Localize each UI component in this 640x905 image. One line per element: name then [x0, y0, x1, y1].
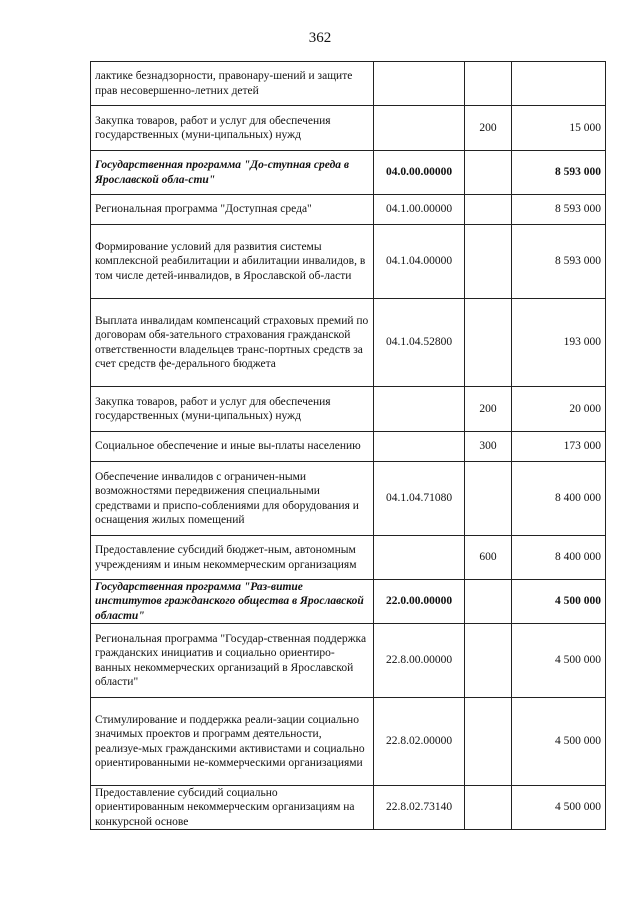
budget-table	[90, 61, 606, 830]
row-amount-cell: 4 500 000	[512, 786, 606, 830]
table-row	[91, 225, 606, 299]
row-name-cell: Государственная программа "До-ступная среда в Ярославской обла-сти"	[91, 151, 374, 195]
table-row	[91, 580, 606, 624]
table-row	[91, 106, 606, 151]
row-code-cell: 04.1.00.00000	[374, 195, 465, 225]
row-expense-type-cell	[465, 151, 512, 195]
row-expense-type-cell: 600	[465, 536, 512, 580]
row-code-cell: 22.0.00.00000	[374, 580, 465, 624]
row-name-cell: Обеспечение инвалидов с ограничен-ными возможностями передвижения специальными средствами и приспо-соблениями для оборудования и оснащения жилых помещений	[91, 462, 374, 536]
row-code-cell: 04.1.04.71080	[374, 462, 465, 536]
row-code-cell: 22.8.00.00000	[374, 624, 465, 698]
row-expense-type-cell	[465, 62, 512, 106]
row-amount-cell: 8 593 000	[512, 195, 606, 225]
row-code-cell: 04.1.04.00000	[374, 225, 465, 299]
row-name-cell: Закупка товаров, работ и услуг для обеспечения государственных (муни-ципальных) нужд	[91, 387, 374, 432]
row-code-cell: 04.1.04.52800	[374, 299, 465, 387]
budget-table-body	[91, 62, 606, 830]
row-amount-cell: 8 400 000	[512, 462, 606, 536]
row-code-cell	[374, 536, 465, 580]
row-amount-cell: 8 593 000	[512, 225, 606, 299]
row-code-cell: 04.0.00.00000	[374, 151, 465, 195]
table-row	[91, 151, 606, 195]
row-expense-type-cell	[465, 624, 512, 698]
row-code-cell	[374, 106, 465, 151]
row-amount-cell: 4 500 000	[512, 698, 606, 786]
row-expense-type-cell	[465, 698, 512, 786]
row-name-cell: Региональная программа "Государ-ственная поддержка гражданских инициатив и социально ориентиро-ванных некоммерческих организаций в Ярославской области"	[91, 624, 374, 698]
row-name-cell: лактике безнадзорности, правонару-шений и защите прав несовершенно-летних детей	[91, 62, 374, 106]
row-name-cell: Предоставление субсидий бюджет-ным, автономным учреждениям и иным некоммерческим организациям	[91, 536, 374, 580]
table-row	[91, 62, 606, 106]
row-amount-cell: 4 500 000	[512, 624, 606, 698]
row-expense-type-cell	[465, 786, 512, 830]
table-row	[91, 387, 606, 432]
table-row	[91, 299, 606, 387]
table-row	[91, 432, 606, 462]
row-expense-type-cell: 200	[465, 387, 512, 432]
row-code-cell	[374, 62, 465, 106]
row-name-cell: Стимулирование и поддержка реали-зации социально значимых проектов и программ деятельности, реализуе-мых гражданскими активистами и социально ориентированными не-коммерческими организациями	[91, 698, 374, 786]
row-name-cell: Выплата инвалидам компенсаций страховых премий по договорам обя-зательного страхования гражданской ответственности владельцев транс-портных средств за счет средств фе-дерального бюджета	[91, 299, 374, 387]
row-amount-cell	[512, 62, 606, 106]
row-code-cell: 22.8.02.00000	[374, 698, 465, 786]
row-expense-type-cell	[465, 195, 512, 225]
row-code-cell	[374, 432, 465, 462]
row-name-cell: Формирование условий для развития системы комплексной реабилитации и абилитации инвалидов, в том числе детей-инвалидов, в Ярославской об-ласти	[91, 225, 374, 299]
row-amount-cell: 8 400 000	[512, 536, 606, 580]
row-amount-cell: 20 000	[512, 387, 606, 432]
row-name-cell: Социальное обеспечение и иные вы-платы населению	[91, 432, 374, 462]
row-expense-type-cell	[465, 299, 512, 387]
table-row	[91, 536, 606, 580]
row-expense-type-cell: 300	[465, 432, 512, 462]
row-amount-cell: 173 000	[512, 432, 606, 462]
table-row	[91, 786, 606, 830]
table-row	[91, 624, 606, 698]
table-row	[91, 462, 606, 536]
row-name-cell: Предоставление субсидий социально ориентированным некоммерческим организациям на конкурсной основе	[91, 786, 374, 830]
table-row	[91, 195, 606, 225]
table-row	[91, 698, 606, 786]
row-name-cell: Закупка товаров, работ и услуг для обеспечения государственных (муни-ципальных) нужд	[91, 106, 374, 151]
row-expense-type-cell	[465, 225, 512, 299]
row-amount-cell: 193 000	[512, 299, 606, 387]
row-name-cell: Государственная программа "Раз-витие институтов гражданского общества в Ярославской области"	[91, 580, 374, 624]
row-expense-type-cell: 200	[465, 106, 512, 151]
row-amount-cell: 4 500 000	[512, 580, 606, 624]
row-code-cell	[374, 387, 465, 432]
row-name-cell: Региональная программа "Доступная среда"	[91, 195, 374, 225]
row-expense-type-cell	[465, 462, 512, 536]
row-amount-cell: 15 000	[512, 106, 606, 151]
page-number: 362	[308, 30, 332, 46]
row-amount-cell: 8 593 000	[512, 151, 606, 195]
row-expense-type-cell	[465, 580, 512, 624]
row-code-cell: 22.8.02.73140	[374, 786, 465, 830]
